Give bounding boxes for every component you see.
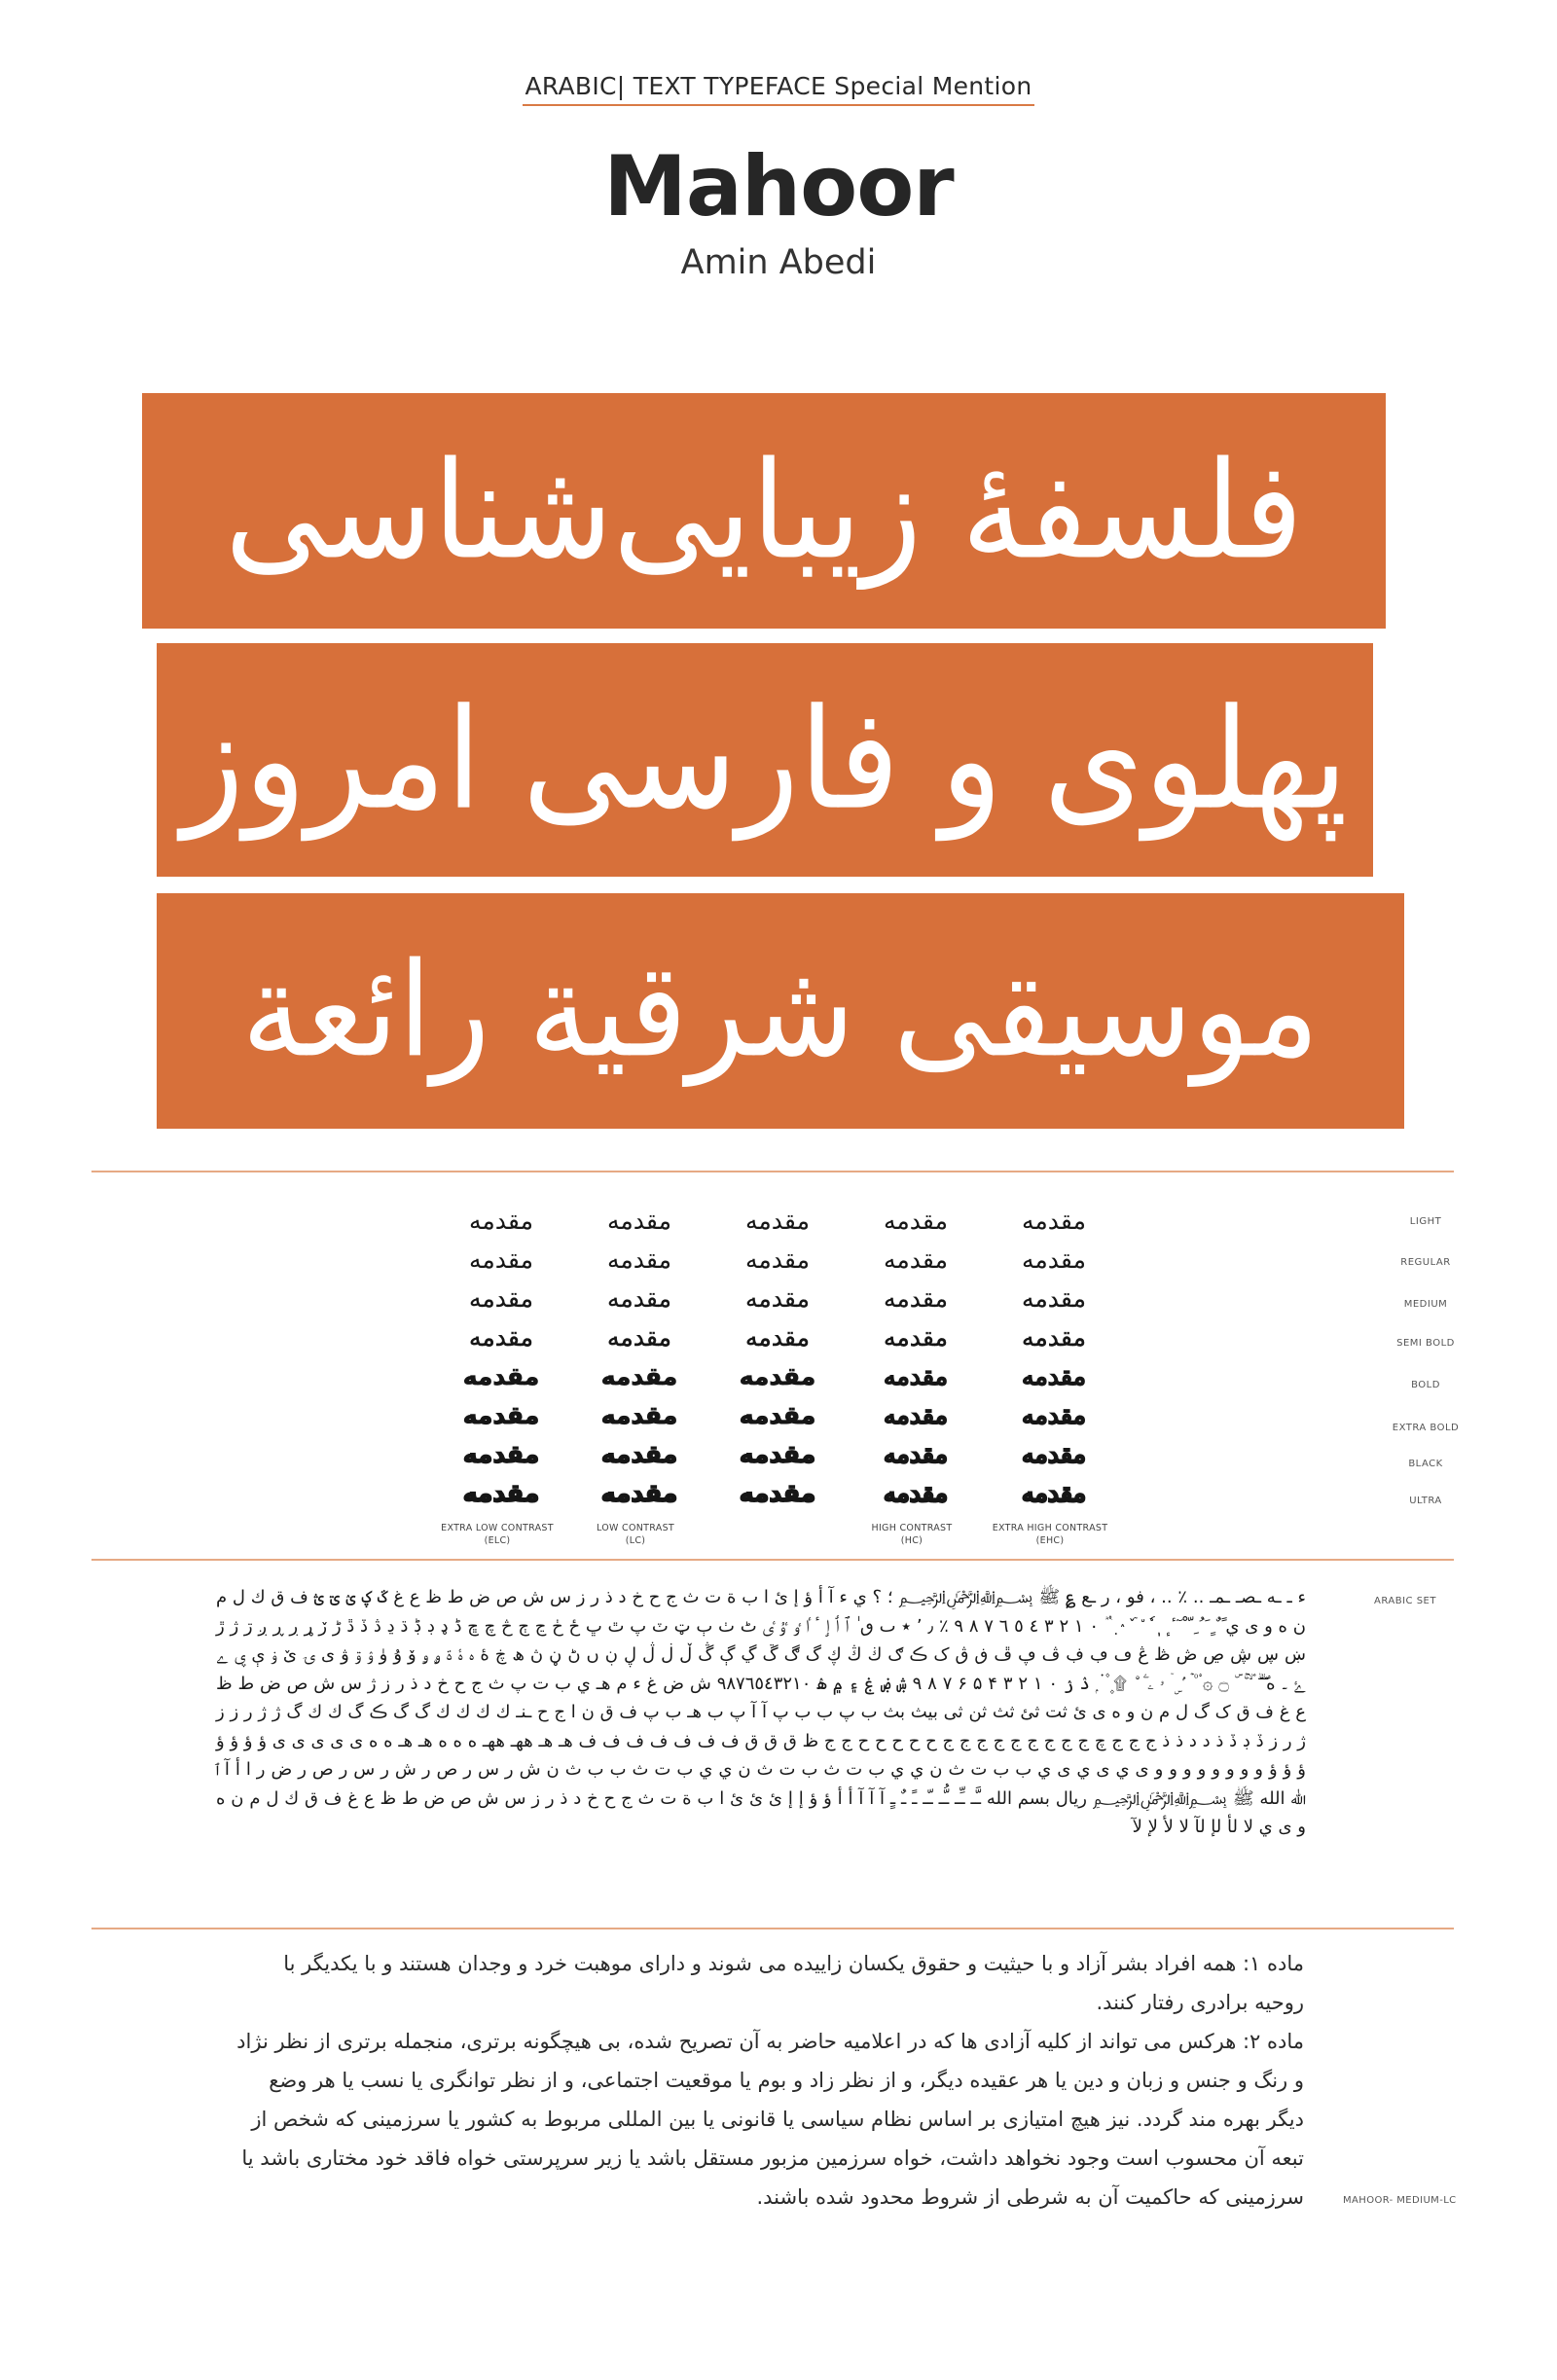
- weight-sample: مقدمه: [462, 1439, 540, 1468]
- character-set-label: ARABIC SET: [1374, 1596, 1436, 1606]
- weight-label: BOLD: [1411, 1380, 1440, 1390]
- weight-sample: مقدمه: [469, 1283, 533, 1313]
- weight-sample: مقدمه: [600, 1478, 678, 1507]
- weight-sample: مقدمه: [469, 1206, 533, 1235]
- weight-sample: مقدمه: [739, 1361, 816, 1390]
- sample-banner-2: [157, 643, 1373, 877]
- weight-sample: مقدمه: [607, 1283, 671, 1313]
- weight-row: [432, 1473, 1133, 1512]
- divider-3: [91, 1928, 1454, 1929]
- weight-sample: مقدمه: [884, 1478, 948, 1507]
- weight-sample: مقدمه: [884, 1322, 948, 1352]
- weight-sample: مقدمه: [739, 1478, 816, 1507]
- weight-label: REGULAR: [1400, 1257, 1451, 1268]
- weight-row: [432, 1317, 1133, 1356]
- weight-row: [432, 1279, 1133, 1317]
- weight-sample: مقدمه: [1022, 1439, 1086, 1468]
- category-heading: [0, 72, 1557, 106]
- weight-label: SEMI BOLD: [1396, 1338, 1455, 1349]
- character-set: ء ـ ـه ـصـ ـمـ .. ٪ .. ، فو ، ر ـع ؏ ﷺ ﷽ ؛ ؟ ي ء آ أ ؤ إ ئ ا ب ة ت ث ج ح خ د ذ ر ز س ش ص ض ط ظ ع غ ػ ؼ ؽ ؾ ؿ ف ق ك ل م ن ه و ى ي ً ٌ ٍ َ ُ ِ ّ ْ ٓ ٔ ٕ ٖ ٗ ٘ ٙ ٚ ٛ ٜ ٝ ٞ ٠ ١ ٢ ٣ ٤ ٥ ٦ ٧ ٨ ٩ ٪ ٫ ٬ ٭ ٮ ٯ ٰ ٱ ٲ ٳ ٴ ٵ ٶ ٷ ٸ ٹ ٺ ٻ ټ ٽ پ ٿ ڀ ځ ڂ ڃ ڄ څ چ ڇ ڈ ډ ڊ ڋ ڌ ڍ ڎ ڏ ڐ ڑ ڒ ړ ڔ ڕ ږ ڗ ژ ڙ ښ ڛ ڜ ڝ ڞ ڟ ڠ ڡ ڢ ڣ ڤ ڥ ڦ ڧ ڨ ک ڪ ګ ڬ ڭ ڮ گ ڰ ڱ ڲ ڳ ڴ ڵ ڶ ڷ ڸ ڹ ں ڻ ڼ ڽ ھ ڿ ۀ ہ ۂ ۃ ۄ ۅ ۆ ۇ ۈ ۉ ۊ ۋ ی ۍ ێ ۏ ې ۑ ے ۓ ۔ ە ۖ ۗ ۘ ۙ ۚ ۛ ۜ ۝ ۞ ۟ ۠ ۡ ۢ ۣ ۤ ۥ ۦ ۧ ۨ ۩ ۪ ۫ ۬ ۭ ۮ ۯ ۰ ۱ ۲ ۳ ۴ ۵ ۶ ۷ ۸ ۹ ۺ ۻ ۼ ۽ ۾ ۿ ٩٨٧٦٥٤٣٢١٠ ش ض غ ء م هـ ي ب ت پ ث ج ح خ د ذ ر ز ژ س ش ص ض ط ظ ع غ ف ق ک گ ل م ن و ه ی ئ ثت ثئ ثث ثن ثى بيث بث ب پ ب ب پ آ آ پ ب هـ ب پ ف ق ن ا ج ح ـنـ ك ك ك ك گ گ ڪ گ ك ك گ ژ ژ ر ز ز ژ ر ز ڏ ڊ ڏ ذ د د ذ ذ ج ج ج چ ج ج ج ج ج ج ج ج ج ح ح ح ح ح ج ج ظ ق ق ق ف ف ف ف ف ف ف هـ هـ ههـ ههـ ه ه ه هـ هـ ه ه ى ى ى ى ى ؤ ؤ ؤ ؤ ؤ ؤ ؤ و و و و و و و و ى ي ى ي ى ي ب ب ت ث ن ي ي ب ت ث ب ت ث ن ي ي ب ت ث ب ب ث ن ش ر س ر ص ر ش ر س ر ص ر ض ر ا أ آ ٱ ﷲ الله ﷺ ﷽ ريال بسم الله ـَّـ ـِّـ ـُّـ ـّـ ـً ـٌ ـٍ آ آ آ أ أ ؤ ؤ إ إ ئ ئ ئ ا ب ة ت ث ج ح خ د ذ ر ز س ش ص ض ط ظ ع غ ف ق ك ل م ن ه و ى ي لا لأ لإ لآ ﻻ ﻷ ﻹ ﻵ: [216, 1587, 1306, 1837]
- weight-row: [432, 1201, 1133, 1240]
- weight-label: ULTRA: [1409, 1496, 1442, 1506]
- weight-sample: مقدمه: [884, 1206, 948, 1235]
- weight-sample: مقدمه: [607, 1322, 671, 1352]
- weight-sample: مقدمه: [745, 1322, 810, 1352]
- paragraph-2: ماده ۲: هرکس می تواند از کلیه آزادی ها که در اعلامیه حاضر به آن تصریح شده، بی هیچگونه برتری، منجمله برتری از نظر نژاد و رنگ و جنس و زبان و دین یا هر عقیده دیگر، و از نظر زاد و بوم یا موقعیت اجتماعی، و از نظر توانگری یا نسب یا هر وضع دیگر بهره مند گردد. نیز هیچ امتیازی بر اساس نظام سیاسی یا قانونی یا بین المللی مربوط به کشور یا سرزمینی که شخص از تبعه آن محسوب است وجود نخواهد داشت، خواه سرزمین مزبور مستقل باشد یا زیر سرپرستی خواه فاقد خود مختاری باشد یا سرزمینی که حاکمیت آن به شرطی از شروط محدود شده باشند.: [236, 2030, 1304, 2209]
- weight-sample: مقدمه: [607, 1206, 671, 1235]
- weight-row: [432, 1240, 1133, 1279]
- weight-sample: مقدمه: [884, 1439, 948, 1468]
- weight-sample: مقدمه: [745, 1206, 810, 1235]
- divider-1: [91, 1171, 1454, 1172]
- weight-sample: مقدمه: [1022, 1206, 1086, 1235]
- contrast-label: LOW CONTRAST (LC): [596, 1523, 674, 1546]
- banner-text-1: فلسفهٔ زیبایی‌شناسی: [225, 432, 1303, 590]
- typeface-title: Mahoor: [603, 138, 954, 235]
- designer-name: Amin Abedi: [680, 243, 877, 282]
- banner-text-3: موسیقی شرقیة رائعة: [241, 935, 1320, 1087]
- weight-sample: مقدمه: [600, 1361, 678, 1390]
- weight-label: EXTRA BOLD: [1392, 1423, 1460, 1433]
- weight-sample: مقدمه: [739, 1400, 816, 1429]
- sample-paragraphs: [230, 1944, 1304, 2217]
- weight-label: MEDIUM: [1403, 1299, 1448, 1310]
- weight-sample: مقدمه: [600, 1439, 678, 1468]
- sample-banner-1: [142, 393, 1386, 629]
- weight-sample: مقدمه: [462, 1478, 540, 1507]
- weight-sample: مقدمه: [884, 1244, 948, 1274]
- weight-sample: مقدمه: [1022, 1478, 1086, 1507]
- body-font-label: MAHOOR- MEDIUM-LC: [1343, 2195, 1457, 2206]
- contrast-label: EXTRA LOW CONTRAST (ELC): [441, 1523, 554, 1546]
- weight-sample: مقدمه: [1022, 1283, 1086, 1313]
- contrast-label: EXTRA HIGH CONTRAST (EHC): [992, 1523, 1108, 1546]
- weight-row: [432, 1395, 1133, 1434]
- weight-sample: مقدمه: [884, 1361, 948, 1390]
- weight-sample: مقدمه: [884, 1283, 948, 1313]
- divider-2: [91, 1559, 1454, 1561]
- weight-sample: مقدمه: [1022, 1322, 1086, 1352]
- contrast-label: HIGH CONTRAST (HC): [871, 1523, 953, 1546]
- weight-sample: مقدمه: [745, 1244, 810, 1274]
- weight-sample: مقدمه: [739, 1439, 816, 1468]
- sample-banner-3: [157, 893, 1404, 1129]
- weight-sample: مقدمه: [884, 1400, 948, 1429]
- weight-sample: مقدمه: [1022, 1400, 1086, 1429]
- weight-row: [432, 1434, 1133, 1473]
- weight-contrast-grid: [432, 1201, 1133, 1512]
- weight-label: LIGHT: [1409, 1216, 1442, 1227]
- weight-sample: مقدمه: [600, 1400, 678, 1429]
- weight-sample: مقدمه: [745, 1283, 810, 1313]
- weight-sample: مقدمه: [462, 1400, 540, 1429]
- category-label: ARABIC| TEXT TYPEFACE Special Mention: [523, 72, 1033, 106]
- weight-sample: مقدمه: [469, 1322, 533, 1352]
- paragraph-1: ماده ۱: همه افراد بشر آزاد و با حیثیت و حقوق یکسان زاییده می شوند و دارای موهبت خرد و وجدان هستند و با یکدیگر با روحیه برادری رفتار کنند.: [283, 1952, 1304, 2014]
- weight-sample: مقدمه: [1022, 1361, 1086, 1390]
- weight-row: [432, 1356, 1133, 1395]
- weight-sample: مقدمه: [469, 1244, 533, 1274]
- weight-label: BLACK: [1408, 1459, 1443, 1469]
- banner-text-2: پهلوی و فارسی امروز: [182, 678, 1348, 842]
- weight-sample: مقدمه: [607, 1244, 671, 1274]
- weight-sample: مقدمه: [462, 1361, 540, 1390]
- weight-sample: مقدمه: [1022, 1244, 1086, 1274]
